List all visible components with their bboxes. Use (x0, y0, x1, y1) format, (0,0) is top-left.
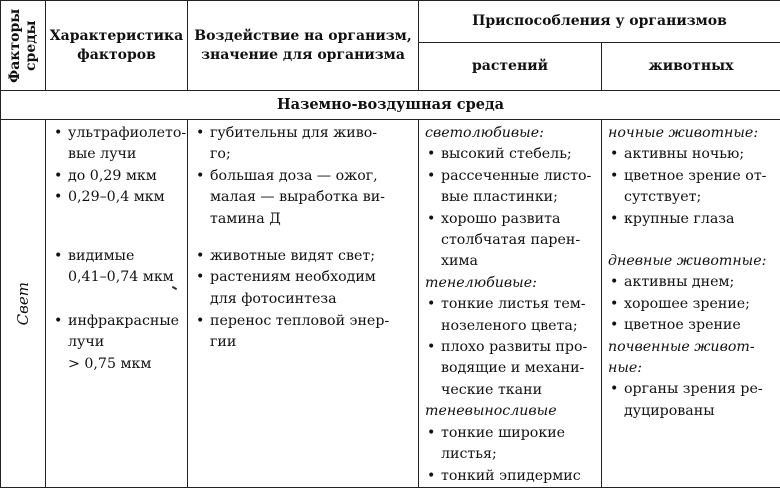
plants-group-tolerant (425, 401, 597, 487)
effect-block-uv (194, 123, 412, 246)
animals-list-night (608, 144, 776, 230)
list-item: • цветное зрение от- сутствует; (608, 166, 776, 209)
plants-group-light (425, 123, 597, 273)
animals-group-soil (608, 337, 776, 423)
list-item: • губительны для живо- го; (194, 123, 412, 166)
animals-group-day (608, 251, 776, 337)
header-effect-line2: значение для организма (188, 46, 418, 65)
char-block-visible (52, 246, 185, 311)
plants-list-light (425, 144, 597, 272)
section-title: Наземно-воздушная среда (1, 91, 780, 120)
header-factors-line2: среды (23, 20, 39, 71)
factor-name: Свет (14, 282, 32, 325)
list-item: • 0,29–0,4 мкм (52, 187, 185, 208)
plants-heading-light: светолюбивые: (425, 123, 597, 144)
list-item: • крупные глаза (608, 209, 776, 230)
header-characteristic-line1: Характеристика (46, 27, 187, 46)
factor-cell (1, 120, 46, 488)
header-animals: животных (602, 43, 780, 91)
list-item: • инфракрасные лучи > 0,75 мкм (52, 311, 185, 375)
header-effect-line1: Воздействие на организм, (188, 27, 418, 46)
header-characteristic (46, 1, 188, 91)
list-item: • животные видят свет; (194, 246, 412, 267)
list-item: • тонкие листья тем- нозеленого цвета; (425, 294, 597, 337)
list-item: • до 0,29 мкм (52, 166, 185, 187)
effect-block-visible (194, 246, 412, 311)
list-item: • тонкие широкие листья; (425, 423, 597, 466)
list-item: • растениям необходим для фотосинтеза (194, 267, 412, 310)
plants-group-shade (425, 273, 597, 401)
list-item: • активны ночью; (608, 144, 776, 165)
animals-heading-day: дневные животные: (608, 251, 776, 272)
list-item: • органы зрения ре- дуцированы (608, 379, 776, 422)
header-factors-line1: Факторы (7, 8, 23, 82)
plants-list-shade (425, 294, 597, 401)
plants-heading-shade: тенелюбивые: (425, 273, 597, 294)
animals-heading-soil: почвенные живот- ные: (608, 337, 776, 380)
list-item: • тонкий эпидермис (425, 466, 597, 487)
list-item: • хорошо развита столбчатая парен- хима (425, 209, 597, 273)
list-item: • перенос тепловой энер- гии (194, 311, 412, 354)
header-adaptations: Приспособления у организмов (419, 1, 780, 43)
plants-heading-tolerant: теневыносливые (425, 401, 597, 422)
animals-group-night (608, 123, 776, 230)
animals-heading-night: ночные животные: (608, 123, 776, 144)
header-plants: растений (419, 43, 602, 91)
characteristics-cell (46, 120, 188, 488)
plants-cell (419, 120, 602, 488)
char-block-ir (52, 311, 185, 375)
list-item: • высокий стебель; (425, 144, 597, 165)
list-item: • ультрафиолето- вые лучи (52, 123, 185, 166)
list-item: • цветное зрение (608, 315, 776, 336)
animals-list-day (608, 272, 776, 336)
effect-block-ir (194, 311, 412, 354)
list-item: • хорошее зрение; (608, 294, 776, 315)
animals-cell (602, 120, 780, 488)
list-item: • активны днем; (608, 272, 776, 293)
char-block-uv (52, 123, 185, 246)
plants-list-tolerant (425, 423, 597, 487)
effects-cell (188, 120, 419, 488)
header-factors (1, 1, 46, 91)
list-item: • большая доза — ожог, малая — выработка ви- тамина Д (194, 166, 412, 230)
list-item: • видимые 0,41–0,74 мкм (52, 246, 185, 289)
animals-list-soil (608, 379, 776, 422)
header-effect (188, 1, 419, 91)
list-item: • плохо развиты про- водящие и механи- ческие ткани (425, 337, 597, 401)
header-characteristic-line2: факторов (46, 46, 187, 65)
list-item: • рассеченные листо- вые пластинки; (425, 166, 597, 209)
